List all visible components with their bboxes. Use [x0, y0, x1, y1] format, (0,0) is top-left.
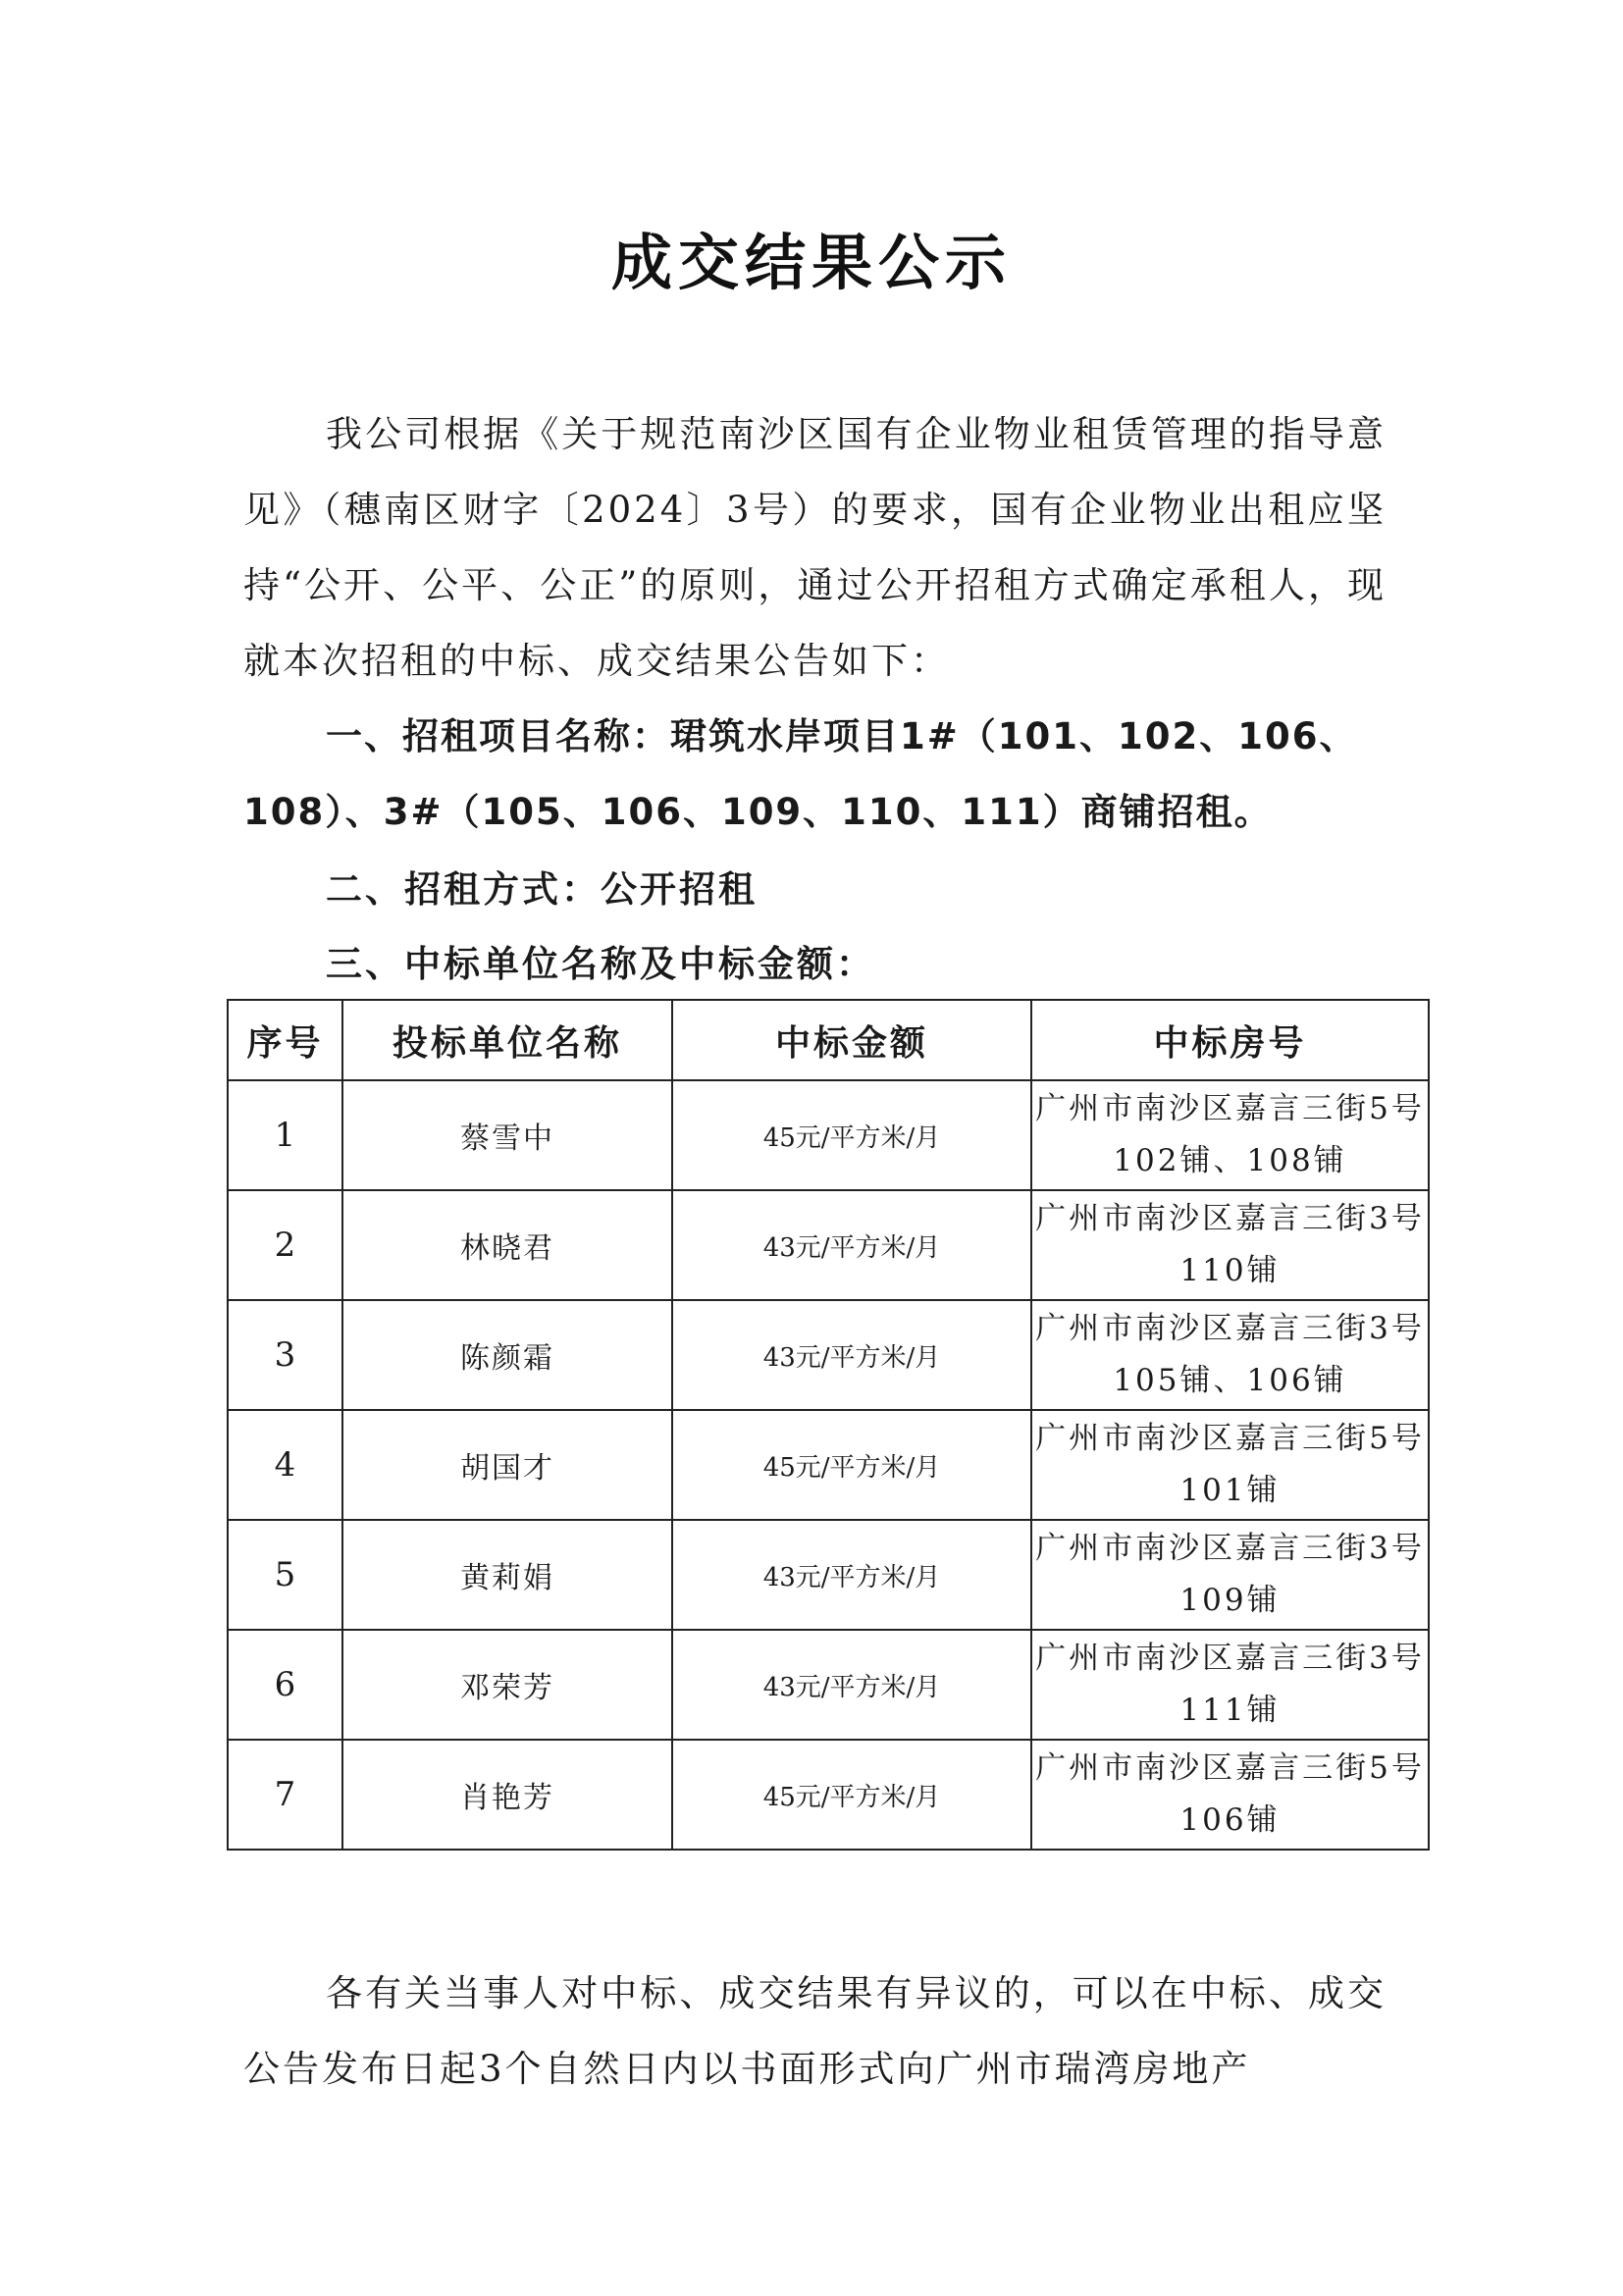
cell-amount: 45元/平方米/月: [672, 1410, 1031, 1520]
table-row: [228, 1630, 1429, 1740]
cell-amount: 43元/平方米/月: [672, 1520, 1031, 1630]
header-no: 序号: [228, 1000, 342, 1080]
results-table: [227, 999, 1430, 1851]
header-bidder: 投标单位名称: [342, 1000, 672, 1080]
closing-text: 各有关当事人对中标、成交结果有异议的，可以在中标、成交公告发布日起3个自然日内以书面形式向广州市瑞湾房地产: [243, 1972, 1387, 2090]
cell-room: 广州市南沙区嘉言三街5号106铺: [1031, 1740, 1429, 1850]
cell-room: 广州市南沙区嘉言三街3号110铺: [1031, 1190, 1429, 1300]
table-header-row: [228, 1000, 1429, 1080]
cell-room: 广州市南沙区嘉言三街3号111铺: [1031, 1630, 1429, 1740]
intro-paragraph: [243, 396, 1387, 699]
cell-no: 5: [228, 1520, 342, 1630]
page-title: 成交结果公示: [610, 227, 1012, 298]
cell-room: 广州市南沙区嘉言三街3号109铺: [1031, 1520, 1429, 1630]
cell-no: 4: [228, 1410, 342, 1520]
table-row: [228, 1300, 1429, 1410]
table-row: [228, 1520, 1429, 1630]
cell-no: 3: [228, 1300, 342, 1410]
section-tender-method: 二、招租方式：公开招租: [326, 868, 758, 911]
cell-room: 广州市南沙区嘉言三街5号101铺: [1031, 1410, 1429, 1520]
cell-bidder: 肖艳芳: [342, 1740, 672, 1850]
intro-text: 我公司根据《关于规范南沙区国有企业物业租赁管理的指导意见》（穗南区财字〔2024〕3号）的要求，国有企业物业出租应坚持“公开、公平、公正”的原则，通过公开招租方式确定承租人，现就本次招租的中标、成交结果公告如下：: [243, 413, 1387, 682]
table-row: [228, 1740, 1429, 1850]
cell-room: 广州市南沙区嘉言三街5号102铺、108铺: [1031, 1080, 1429, 1190]
cell-no: 6: [228, 1630, 342, 1740]
section-project-name: [243, 699, 1391, 850]
section-project-name-text: 一、招租项目名称：珺筑水岸项目1#（101、102、106、108）、3#（105、106、109、110、111）商铺招租。: [243, 715, 1358, 833]
closing-paragraph: [243, 1956, 1387, 2107]
cell-no: 2: [228, 1190, 342, 1300]
cell-amount: 43元/平方米/月: [672, 1300, 1031, 1410]
table-row: [228, 1080, 1429, 1190]
header-room: 中标房号: [1031, 1000, 1429, 1080]
cell-no: 7: [228, 1740, 342, 1850]
cell-bidder: 蔡雪中: [342, 1080, 672, 1190]
cell-bidder: 黄莉娟: [342, 1520, 672, 1630]
cell-bidder: 胡国才: [342, 1410, 672, 1520]
table-row: [228, 1190, 1429, 1300]
cell-no: 1: [228, 1080, 342, 1190]
table-row: [228, 1410, 1429, 1520]
cell-room: 广州市南沙区嘉言三街3号105铺、106铺: [1031, 1300, 1429, 1410]
header-amount: 中标金额: [672, 1000, 1031, 1080]
cell-bidder: 陈颜霜: [342, 1300, 672, 1410]
cell-bidder: 林晓君: [342, 1190, 672, 1300]
cell-amount: 45元/平方米/月: [672, 1740, 1031, 1850]
section-winners-heading: 三、中标单位名称及中标金额：: [326, 943, 875, 985]
cell-amount: 45元/平方米/月: [672, 1080, 1031, 1190]
cell-amount: 43元/平方米/月: [672, 1630, 1031, 1740]
cell-amount: 43元/平方米/月: [672, 1190, 1031, 1300]
cell-bidder: 邓荣芳: [342, 1630, 672, 1740]
